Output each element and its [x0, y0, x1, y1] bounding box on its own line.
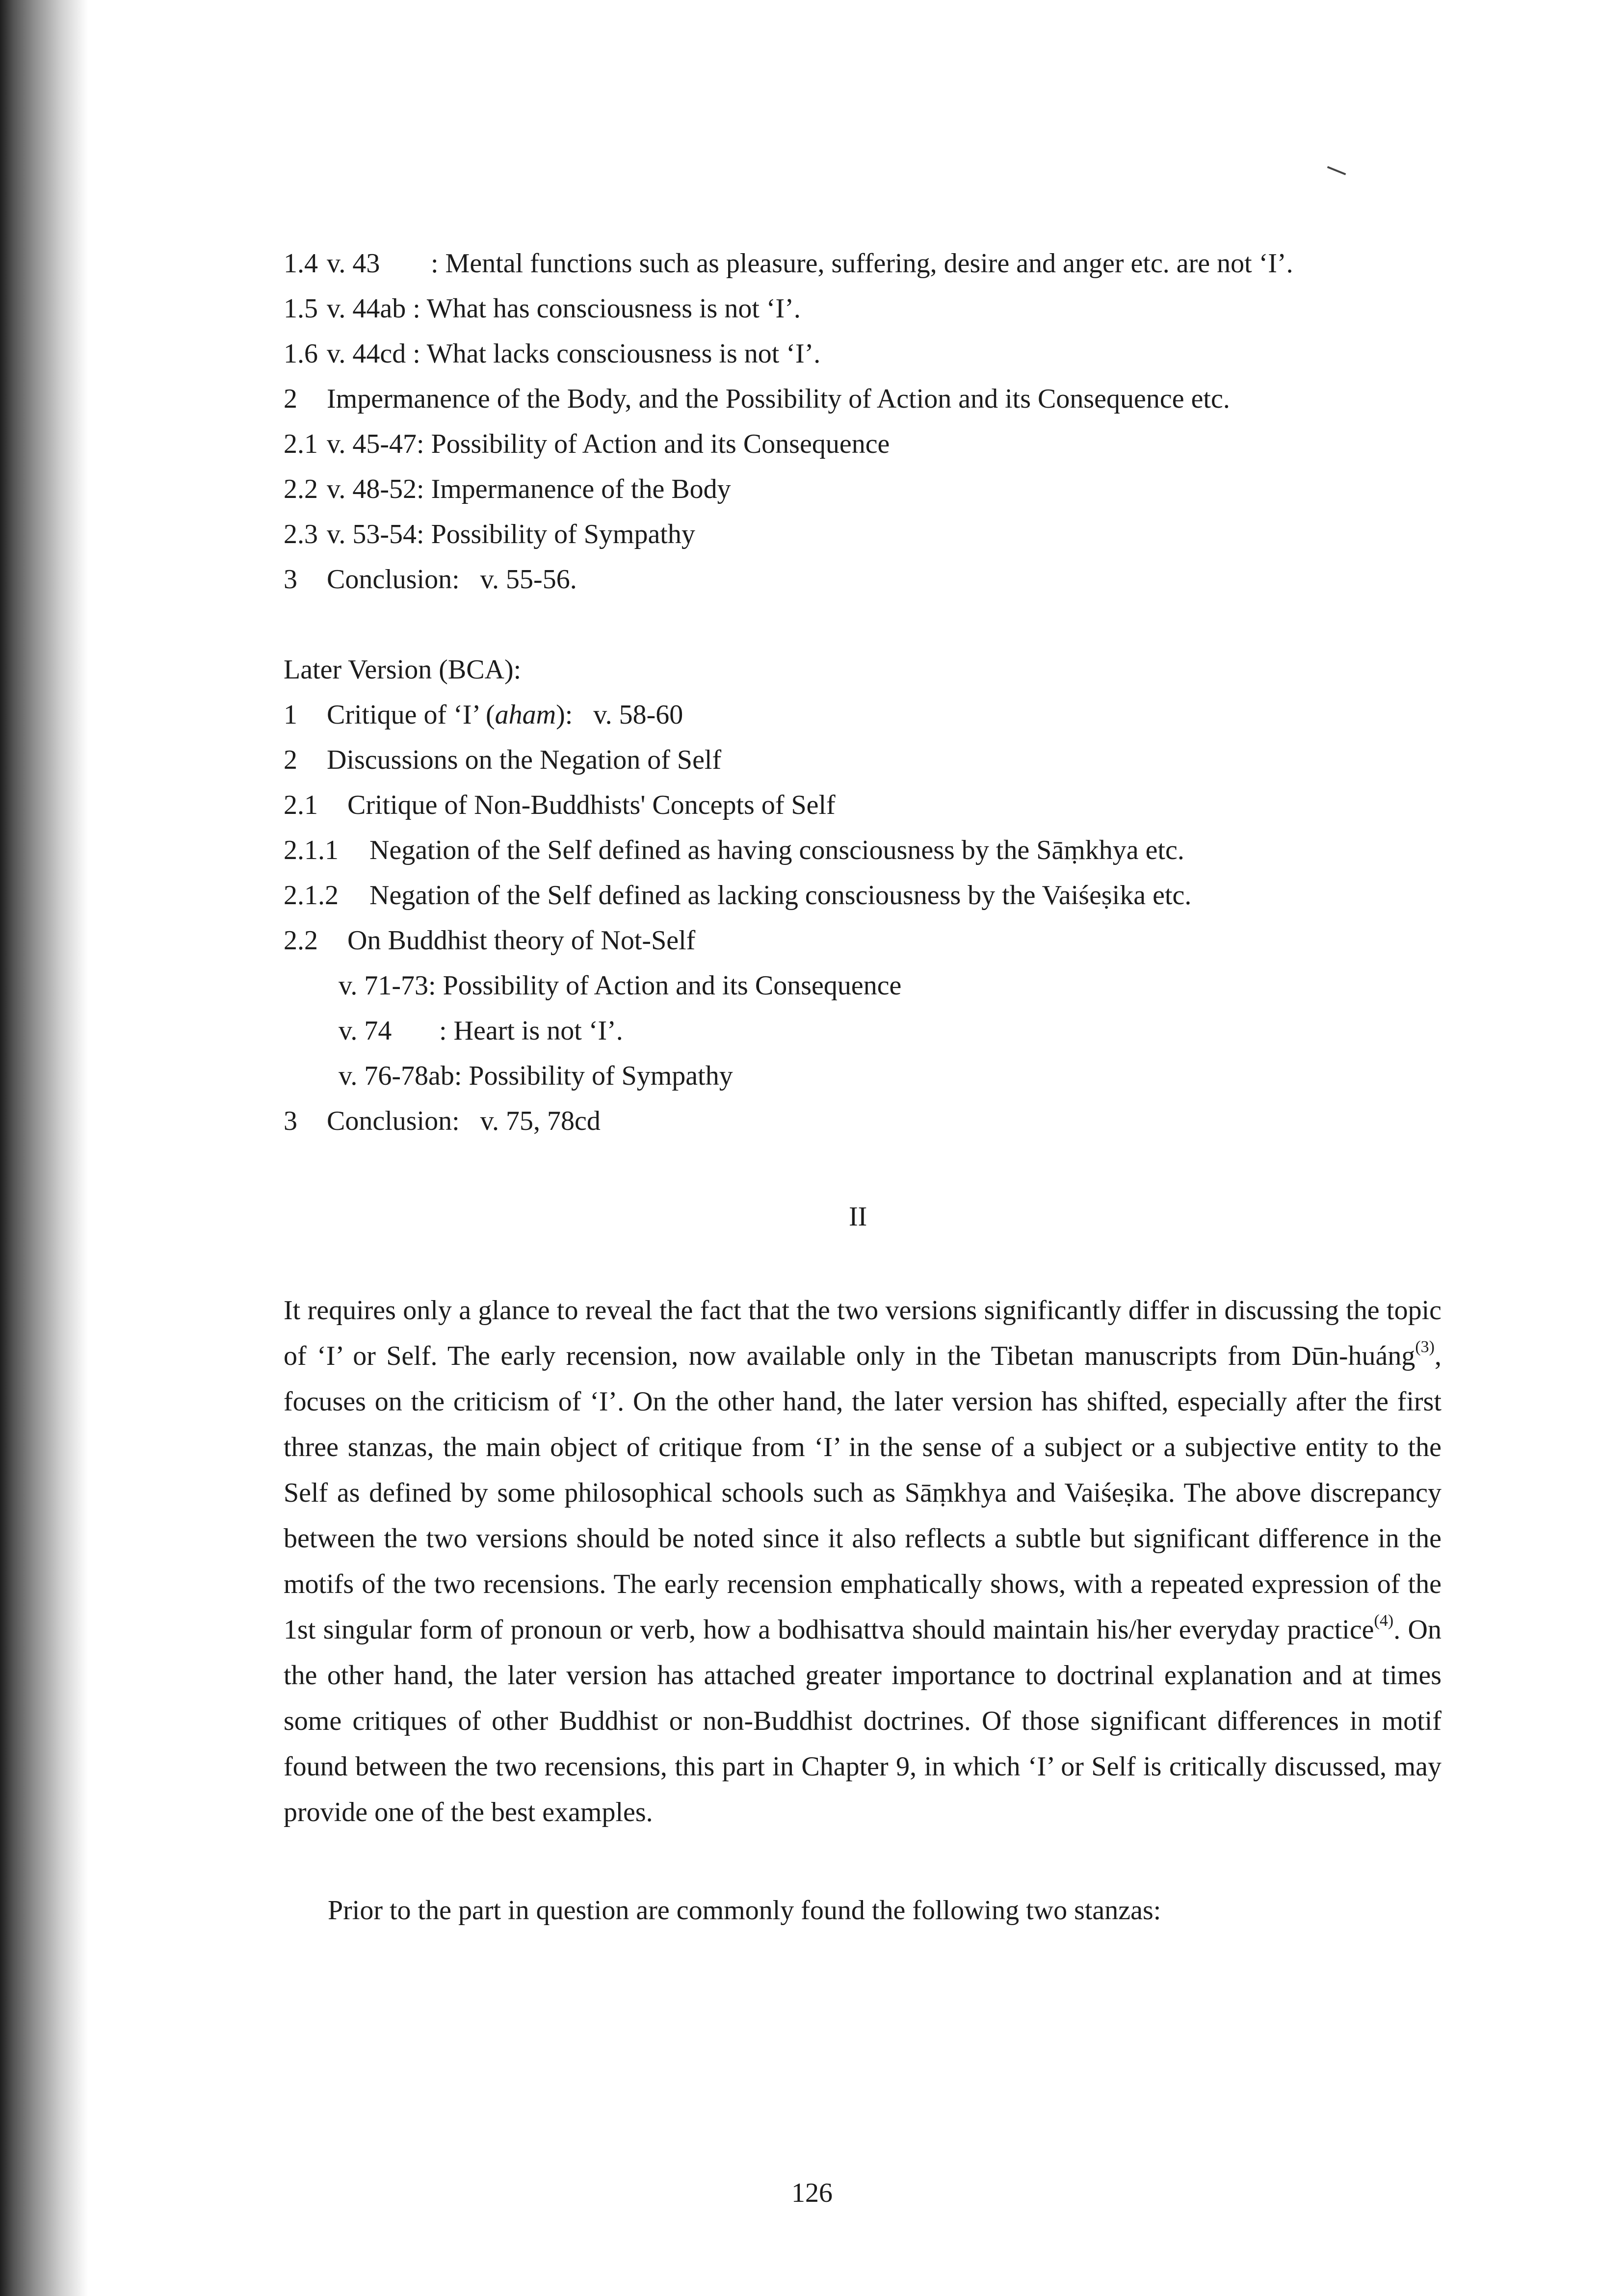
later-item-1: 1 Critique of ‘I’ (aham): v. 58-60	[284, 700, 683, 730]
later-version-heading: Later Version (BCA):	[284, 654, 522, 685]
section-heading: II	[849, 1201, 867, 1232]
outline-item-1-6: 1.6 v. 44cd : What lacks consciousness is not ‘I’.	[284, 339, 821, 369]
footnote-ref-3: (3)	[1415, 1338, 1435, 1356]
outline-item-3: 3 Conclusion: v. 55-56.	[284, 564, 577, 595]
scan-mark	[1323, 166, 1346, 185]
outline-item-2-2: 2.2 v. 48-52: Impermanence of the Body	[284, 474, 731, 504]
outline-item-2: 2 Impermanence of the Body, and the Possibility of Action and its Consequence etc.	[284, 384, 1230, 414]
footnote-ref-4: (4)	[1374, 1612, 1394, 1630]
outline-item-1-5: 1.5 v. 44ab : What has consciousness is not ‘I’.	[284, 293, 801, 324]
body-paragraph-2: Prior to the part in question are commonly found the following two stanzas:	[328, 1895, 1161, 1926]
later-sub-item-76-78ab: v. 76-78ab: Possibility of Sympathy	[339, 1061, 733, 1091]
scan-edge-shadow	[0, 0, 88, 2296]
later-item-2: 2 Discussions on the Negation of Self	[284, 745, 722, 775]
later-sub-item-71-73: v. 71-73: Possibility of Action and its Consequence	[339, 970, 902, 1001]
later-conclusion: 3 Conclusion: v. 75, 78cd	[284, 1106, 601, 1136]
later-item-2-1: 2.1 Critique of Non-Buddhists' Concepts of Self	[284, 790, 836, 820]
later-item-2-1-1: 2.1.1 Negation of the Self defined as having consciousness by the Sāṃkhya etc.	[284, 835, 1184, 865]
page-number: 126	[791, 2178, 833, 2208]
outline-item-2-3: 2.3 v. 53-54: Possibility of Sympathy	[284, 519, 695, 549]
later-sub-item-74: v. 74 : Heart is not ‘I’.	[339, 1016, 623, 1046]
later-item-2-1-2: 2.1.2 Negation of the Self defined as lacking consciousness by the Vaiśeṣika etc.	[284, 880, 1192, 911]
outline-item-2-1: 2.1 v. 45-47: Possibility of Action and its Consequence	[284, 429, 890, 459]
body-paragraph-1: It requires only a glance to reveal the fact that the two versions significantly differ in discussing the topic of ‘I’ or Self. The early recension, now available only in the Tibetan manuscripts from Dūn-huáng$^{(3)}$, focuses on the criticism of ‘I’. On the other hand, the later version has shifted, especially after the first three stanzas, the main object of critique from ‘I’ in the sense of a subject or a subjective entity to the Self as defined by some philosophical schools such as Sāṃkhya and Vaiśeṣika. The above discrepancy between the two versions should be noted since it also reflects a subtle but significant difference in the motifs of the two recensions. The early recension emphatically shows, with a repeated expression of the 1st singular form of pronoun or verb, how a bodhisattva should maintain his/her everyday practice$^{(4)}$. On the other hand, the later version has attached greater importance to doctrinal explanation and at times some critiques of other Buddhist or non-Buddhist doctrines. Of those significant differences in motif found between the two recensions, this part in Chapter 9, in which ‘I’ or Self is critically discussed, may provide one of the best examples.	[284, 1295, 1441, 1827]
outline-item-1-4: 1.4 v. 43 : Mental functions such as pleasure, suffering, desire and anger etc. are not ‘I’.	[284, 248, 1293, 279]
later-item-2-2: 2.2 On Buddhist theory of Not-Self	[284, 925, 696, 956]
